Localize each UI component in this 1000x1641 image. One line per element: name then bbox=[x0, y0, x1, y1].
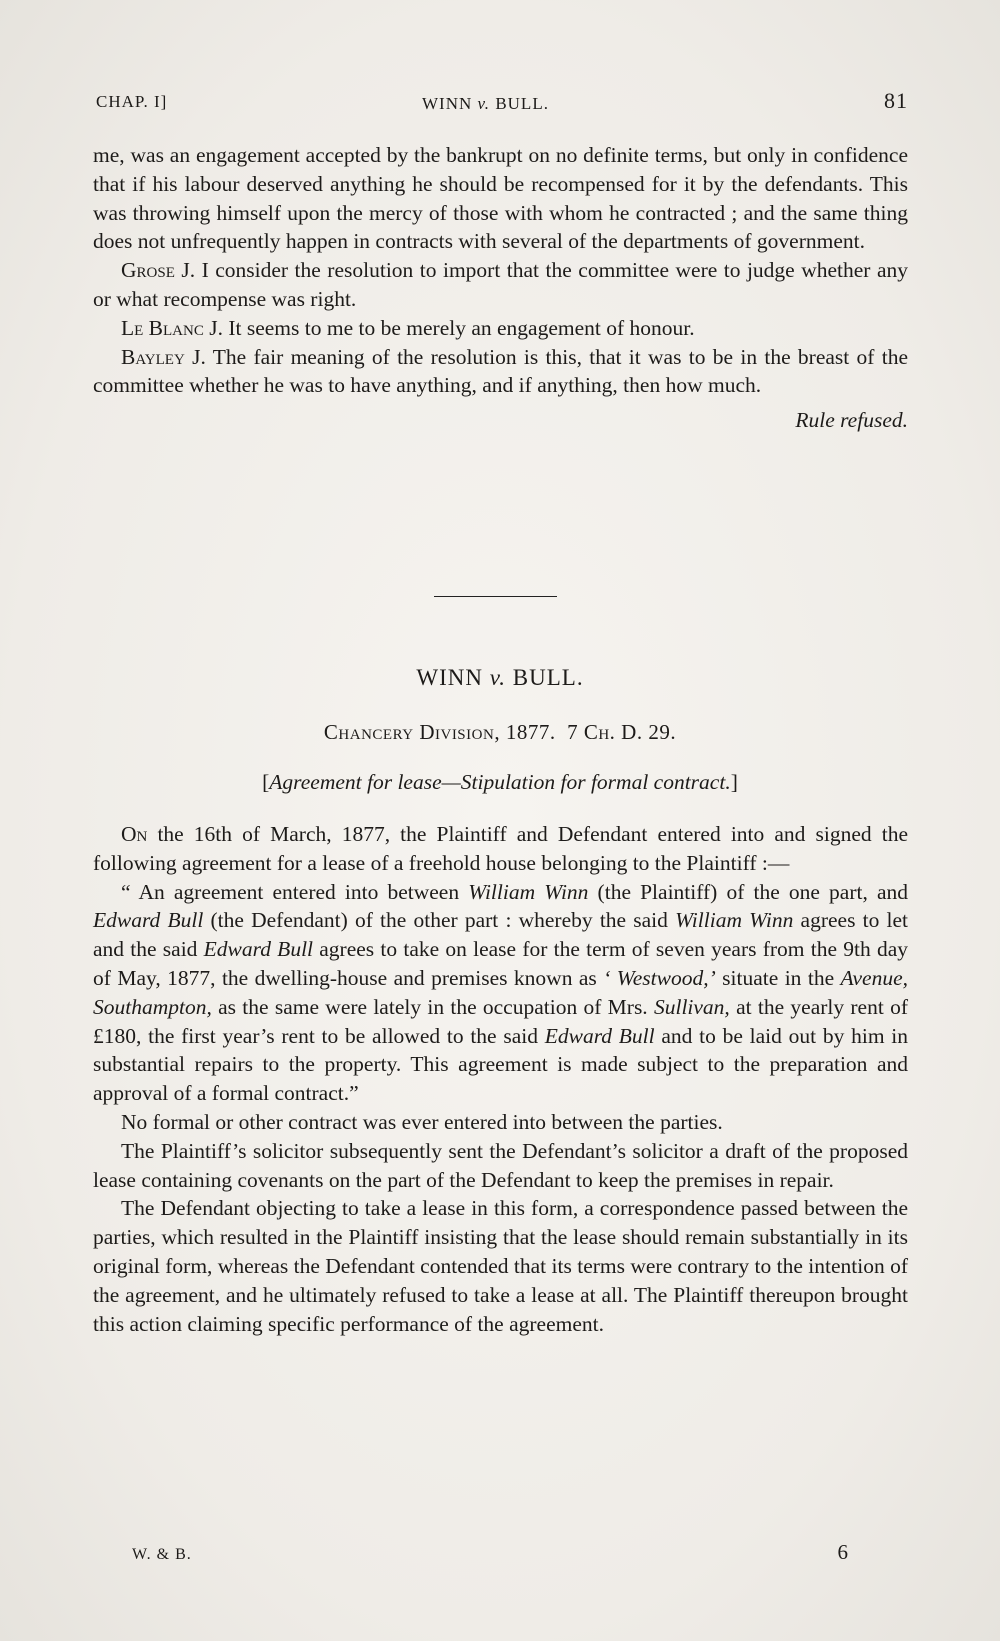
judge-opinion: J. It seems to me to be merely an engagement of honour. bbox=[203, 315, 695, 340]
case-title-part: WINN bbox=[416, 665, 490, 690]
paragraph-text: the 16th of March, 1877, the Plaintiff and Defendant entered into and signed the following agreement for a lease of a freehold house belonging to the Plaintiff :— bbox=[93, 822, 908, 875]
headnote bbox=[0, 770, 1000, 795]
property-name: ‘ Westwood,’ bbox=[603, 965, 716, 990]
paragraph: me, was an engagement accepted by the bankrupt on no definite terms, but only in confidence that if his labour deserved anything he should be recompensed for it by the defendants. This was throwing himself upon the mercy of those with whom he contracted ; and the same thing does not unfrequently happen in contracts with several of the departments of government. bbox=[93, 143, 908, 254]
judge-name: Le Blanc bbox=[121, 315, 204, 340]
lead-word: On bbox=[121, 822, 148, 846]
case-result: Rule refused. bbox=[795, 408, 908, 433]
headnote-text: Agreement for lease—Stipulation for formal contract. bbox=[269, 770, 731, 794]
judge-opinion: J. The fair meaning of the resolution is this, that it was to be in the breast of the committee whether he was to have anything, and if anything, then how much. bbox=[93, 344, 908, 398]
running-title-part: WINN bbox=[422, 94, 478, 113]
page-number: 81 bbox=[884, 88, 908, 113]
prior-case-text bbox=[93, 141, 908, 435]
section-divider bbox=[434, 596, 557, 597]
case-title-versus: v. bbox=[489, 665, 507, 690]
paragraph bbox=[93, 314, 908, 343]
case-body bbox=[93, 820, 908, 1338]
quote-text: at the yearly rent of £180, the first year’s rent to be allowed to the said bbox=[93, 994, 909, 1048]
paragraph bbox=[93, 343, 908, 401]
quote-text: “ An agreement entered into between bbox=[121, 879, 469, 904]
place-name: Avenue, Southampton, bbox=[93, 965, 908, 1019]
case-title bbox=[0, 665, 1000, 691]
quote-text: situate in the bbox=[715, 965, 841, 990]
court-year: , 1877. bbox=[494, 720, 556, 744]
person-name: Sullivan, bbox=[653, 994, 730, 1019]
quote-text: and to be laid out by him in substantial repairs to the property. This agreement is made subject to the preparation and approval of a formal contract.” bbox=[93, 1023, 909, 1106]
paragraph: The Plaintiff’s solicitor subsequently sent the Defendant’s solicitor a draft of the proposed lease containing covenants on the part of the Defendant to keep the premises in repair. bbox=[93, 1138, 908, 1192]
party-name: William Winn bbox=[468, 879, 589, 904]
judge-name: Bayley bbox=[121, 344, 185, 369]
party-name: Edward Bull bbox=[544, 1023, 655, 1048]
citation-reporter: Ch. bbox=[583, 720, 616, 744]
paragraph: The Defendant objecting to take a lease in this form, a correspondence passed between the parties, which resulted in the Plaintiff insisting that the lease should remain substantially in its original form, whereas the Defendant contended that its terms were contrary to the intention of the agreement, and he ultimately refused to take a lease at all. The Plaintiff thereupon brought this action claiming specific performance of the agreement. bbox=[93, 1196, 908, 1336]
citation-page: D. 29. bbox=[615, 720, 677, 744]
page-footer bbox=[132, 1540, 848, 1570]
chapter-label: CHAP. I] bbox=[96, 92, 168, 111]
signature-mark: W. & B. bbox=[132, 1546, 192, 1563]
bracket-open: [ bbox=[262, 770, 270, 794]
party-name: Edward Bull bbox=[93, 908, 204, 933]
case-title-part: BULL. bbox=[506, 665, 584, 690]
quote-text: (the Plaintiff) of the one part, and bbox=[588, 879, 908, 904]
bracket-close: ] bbox=[730, 770, 738, 794]
court-citation bbox=[0, 720, 1000, 745]
party-name: Edward Bull bbox=[203, 937, 314, 962]
citation-vol: 7 bbox=[567, 720, 584, 744]
judge-opinion: J. I consider the resolution to import that the committee were to judge whether any or what recompense was right. bbox=[93, 258, 908, 311]
running-header bbox=[96, 88, 908, 118]
court-name: Chancery Division bbox=[323, 720, 495, 744]
quote-text: (the Defendant) of the other part : whereby the said bbox=[203, 908, 676, 933]
party-name: William Winn bbox=[675, 908, 794, 933]
paragraph bbox=[93, 820, 908, 878]
quote-text: agrees to take on lease for the term of seven years from the 9th day of May, 1877, the dwelling-house and premises known as bbox=[93, 937, 908, 990]
agreement-quote bbox=[93, 878, 908, 1108]
paragraph: No formal or other contract was ever entered into between the parties. bbox=[121, 1109, 723, 1134]
running-title-versus: v. bbox=[477, 94, 491, 113]
sheet-number: 6 bbox=[837, 1540, 848, 1564]
judge-name: Grose bbox=[121, 258, 175, 283]
quote-text: agrees to let and the said bbox=[93, 908, 909, 962]
paragraph bbox=[93, 256, 908, 314]
quote-text: as the same were lately in the occupation of Mrs. bbox=[211, 994, 654, 1019]
running-title-part: BULL. bbox=[490, 94, 549, 113]
running-title bbox=[422, 94, 549, 114]
